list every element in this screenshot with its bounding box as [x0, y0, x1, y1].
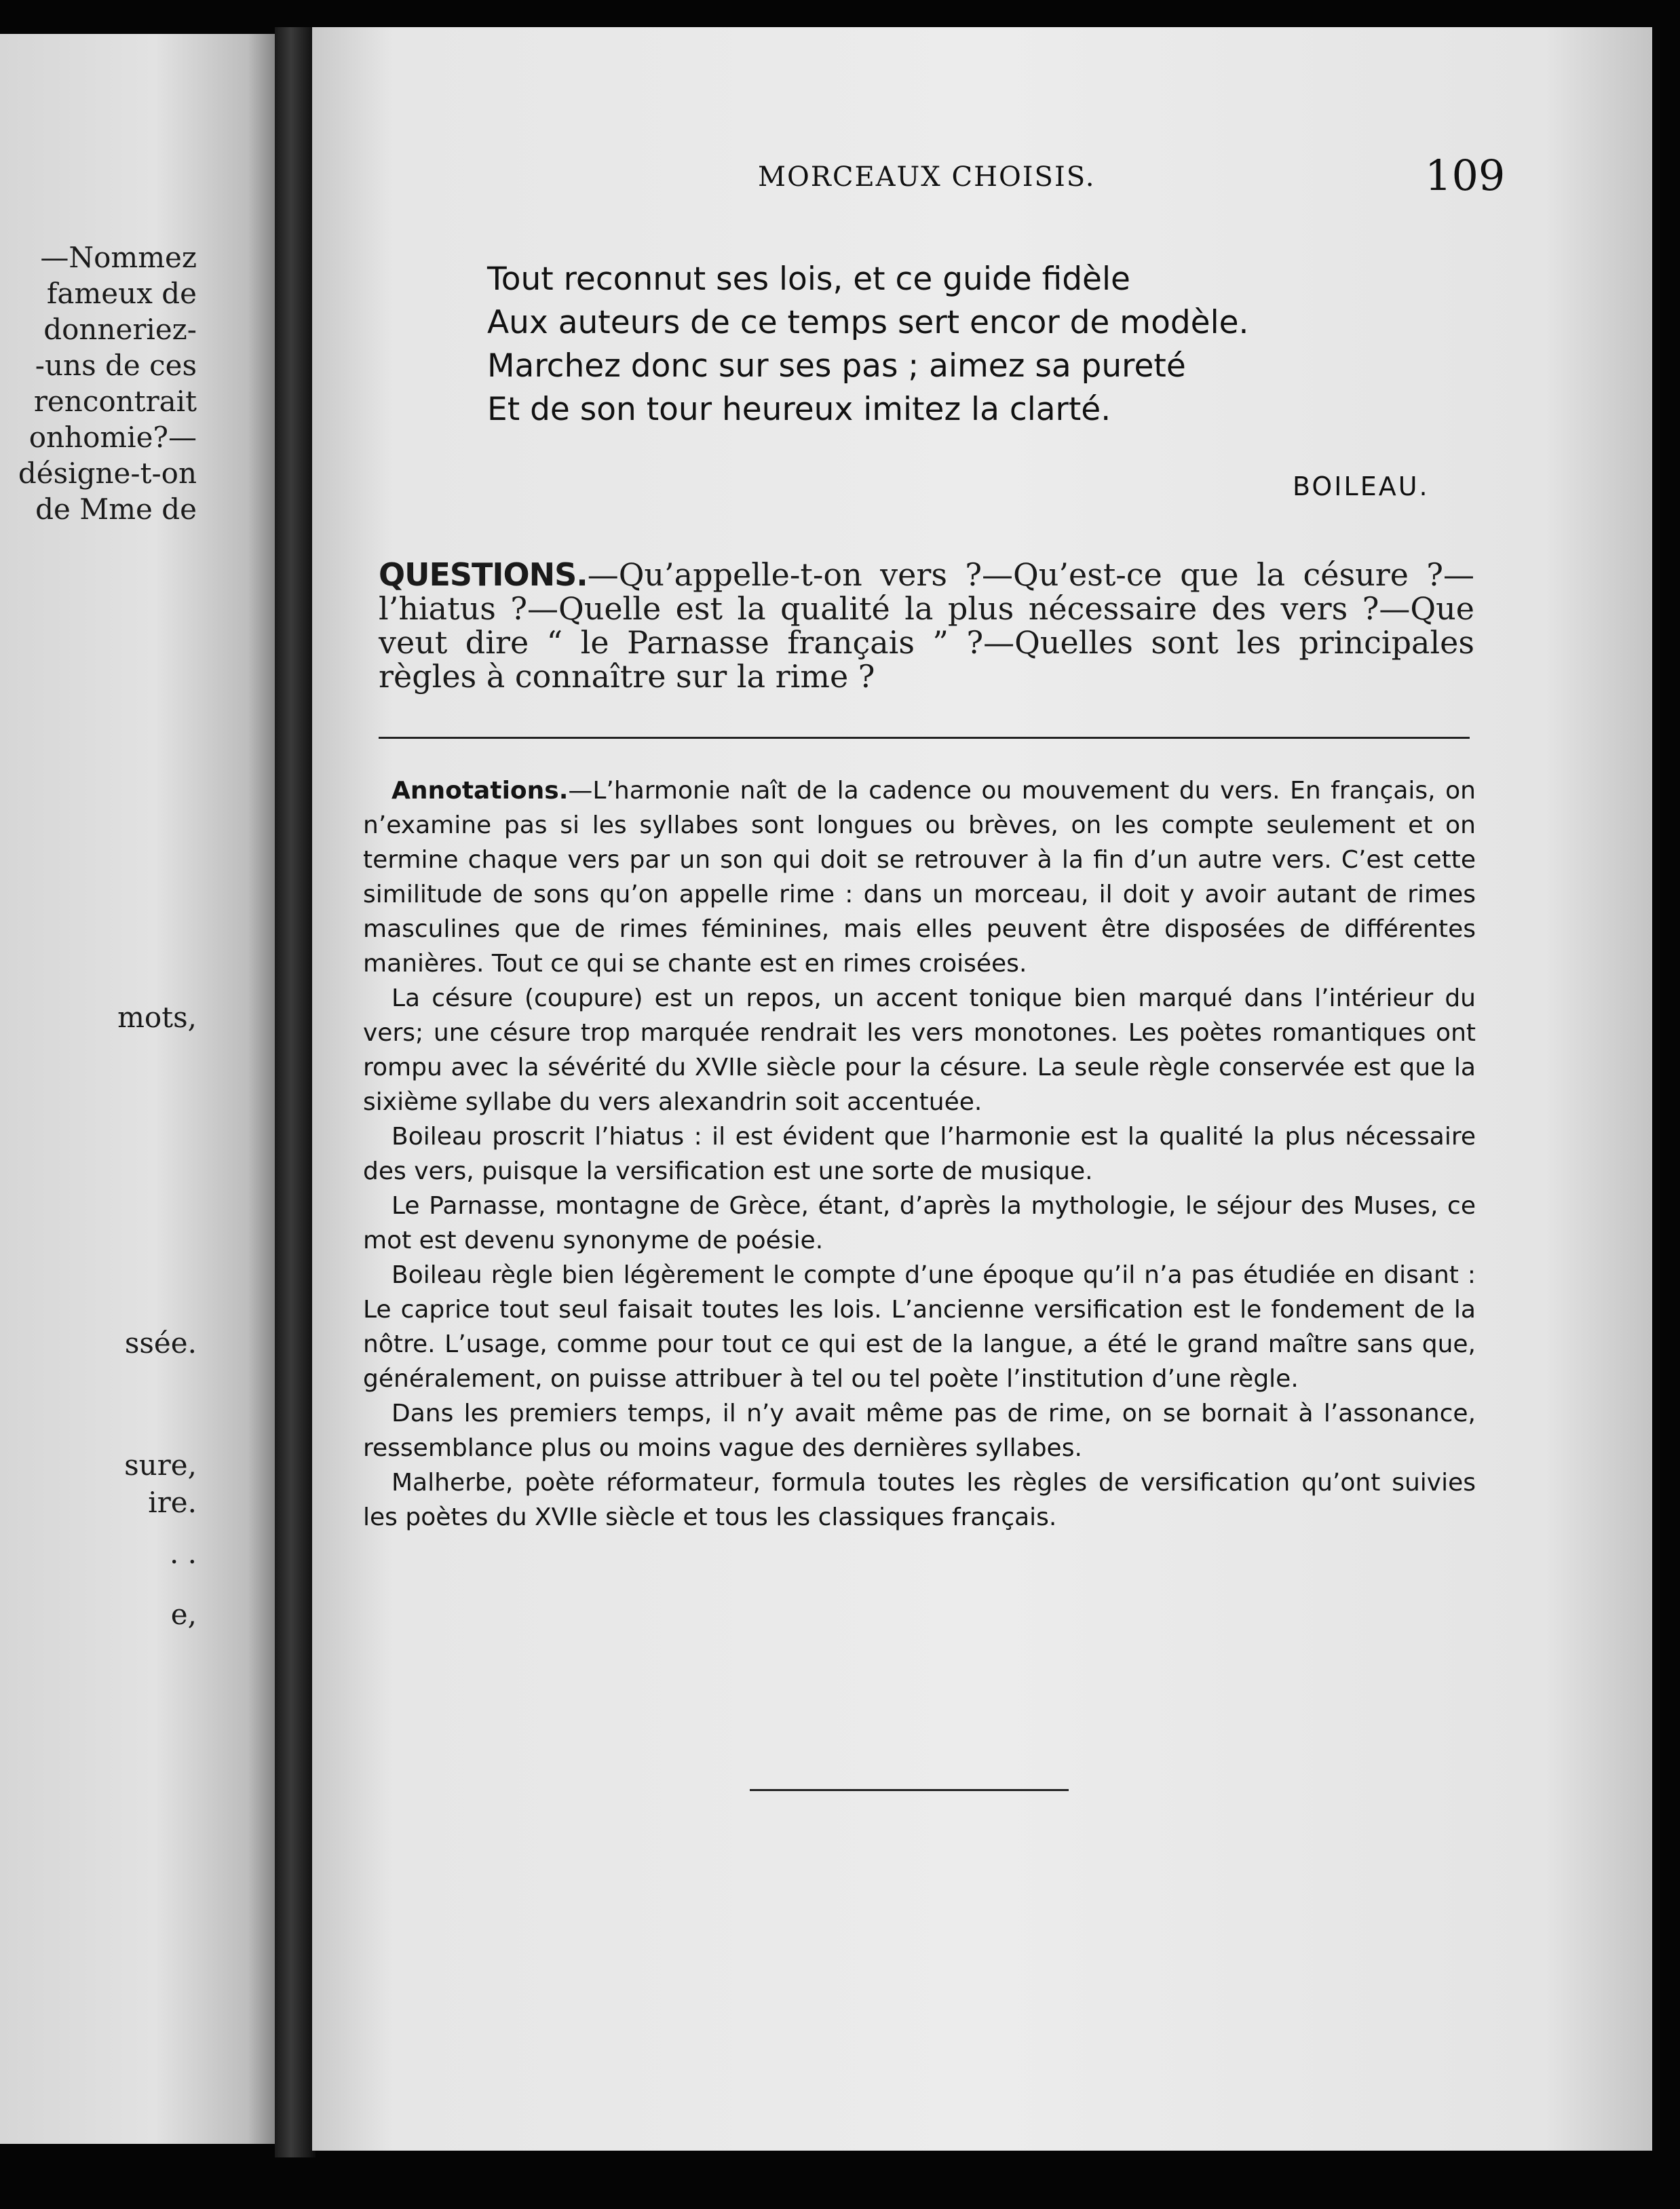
left-page-line: rencontrait — [33, 385, 197, 418]
verse-line: Et de son tour heureux imitez la clarté. — [487, 391, 1111, 428]
questions-text: —Qu’appelle-t-on vers ?—Qu’est-ce que la césure ?—l’hiatus ?—Quelle est la qualité la plus nécessaire des vers ?—Que veut dire “ le Parnasse français ” ?—Quelles sont les principales règles à connaître sur la rime ? — [379, 556, 1474, 695]
left-page-line: de Mme de — [35, 493, 197, 526]
running-head: MORCEAUX CHOISIS. — [758, 161, 1096, 193]
annotation-paragraph: Boileau proscrit l’hiatus : il est évident que l’harmonie est la qualité la plus nécessaire des vers, puisque la versification est une sorte de musique. — [363, 1123, 1476, 1185]
section-divider — [379, 737, 1470, 739]
annotation-paragraph — [363, 773, 1476, 981]
questions-block — [379, 558, 1474, 693]
verse-line: Aux auteurs de ce temps sert encor de modèle. — [487, 304, 1249, 341]
left-page-line: . . — [169, 1537, 197, 1570]
annotation-paragraph: Malherbe, poète réformateur, formula toutes les règles de versification qu’ont suivies les poètes du XVIIe siècle et tous les classiques français. — [363, 1469, 1476, 1531]
left-page-line: —Nommez — [40, 241, 197, 274]
left-page-line: onhomie?— — [28, 421, 197, 454]
left-page-line: ire. — [148, 1486, 197, 1519]
annotation-paragraph: Dans les premiers temps, il n’y avait même pas de rime, on se bornait à l’assonance, ressemblance plus ou moins vague des dernières syllabes. — [363, 1400, 1476, 1462]
verse-block — [487, 258, 1249, 431]
right-page — [312, 27, 1652, 2151]
verse-line: Marchez donc sur ses pas ; aimez sa pureté — [487, 347, 1186, 385]
annotation-paragraph: Le Parnasse, montagne de Grèce, étant, d’après la mythologie, le séjour des Muses, ce mot est devenu synonyme de poésie. — [363, 1192, 1476, 1254]
end-divider — [750, 1789, 1069, 1791]
verse-author: BOILEAU. — [1293, 472, 1430, 501]
verse-line: Tout reconnut ses lois, et ce guide fidèle — [487, 261, 1130, 298]
annotations-label: Annotations. — [392, 777, 569, 805]
annotation-text: —L’harmonie naît de la cadence ou mouvement du vers. En français, on n’examine pas si les syllabes sont longues ou brèves, on les compte seulement et on termine chaque vers par un son qui doit se retrouver à la fin d’un autre vers. C’est cette similitude de sons qu’on appelle rime : dans un morceau, il doit y avoir autant de rimes masculines que de rimes féminines, mais elles peuvent être disposées de différentes manières. Tout ce qui se chante est en rimes croisées. — [363, 777, 1476, 978]
left-page-line: désigne-t-on — [18, 457, 197, 490]
annotation-paragraph: Boileau règle bien légèrement le compte d’une époque qu’il n’a pas étudiée en disant : Le caprice tout seul faisait toutes les lois. L’ancienne versification est le fondement de la nôtre. L’usage, comme pour tout ce qui est de la langue, a été le grand maître sans que, généralement, on puisse attribuer à tel ou tel poète l’institution d’une règle. — [363, 1261, 1476, 1393]
page-number: 109 — [1425, 151, 1506, 200]
book-gutter — [275, 27, 316, 2157]
left-page-line: fameux de — [46, 277, 197, 310]
left-page-line: ssée. — [124, 1326, 197, 1360]
questions-label: QUESTIONS. — [379, 556, 588, 593]
annotations-block — [363, 773, 1476, 1535]
left-page-line: donneriez- — [43, 313, 197, 346]
left-page-line: -uns de ces — [35, 349, 197, 382]
left-page-line: e, — [170, 1598, 197, 1631]
left-page-fragment — [0, 34, 282, 2144]
left-page-line: sure, — [124, 1448, 197, 1482]
left-page-line: mots, — [117, 1001, 197, 1034]
annotation-paragraph: La césure (coupure) est un repos, un accent tonique bien marqué dans l’intérieur du vers; une césure trop marquée rendrait les vers monotones. Les poètes romantiques ont rompu avec la sévérité du XVIIe siècle pour la césure. La seule règle conservée est que la sixième syllabe du vers alexandrin soit accentuée. — [363, 984, 1476, 1116]
